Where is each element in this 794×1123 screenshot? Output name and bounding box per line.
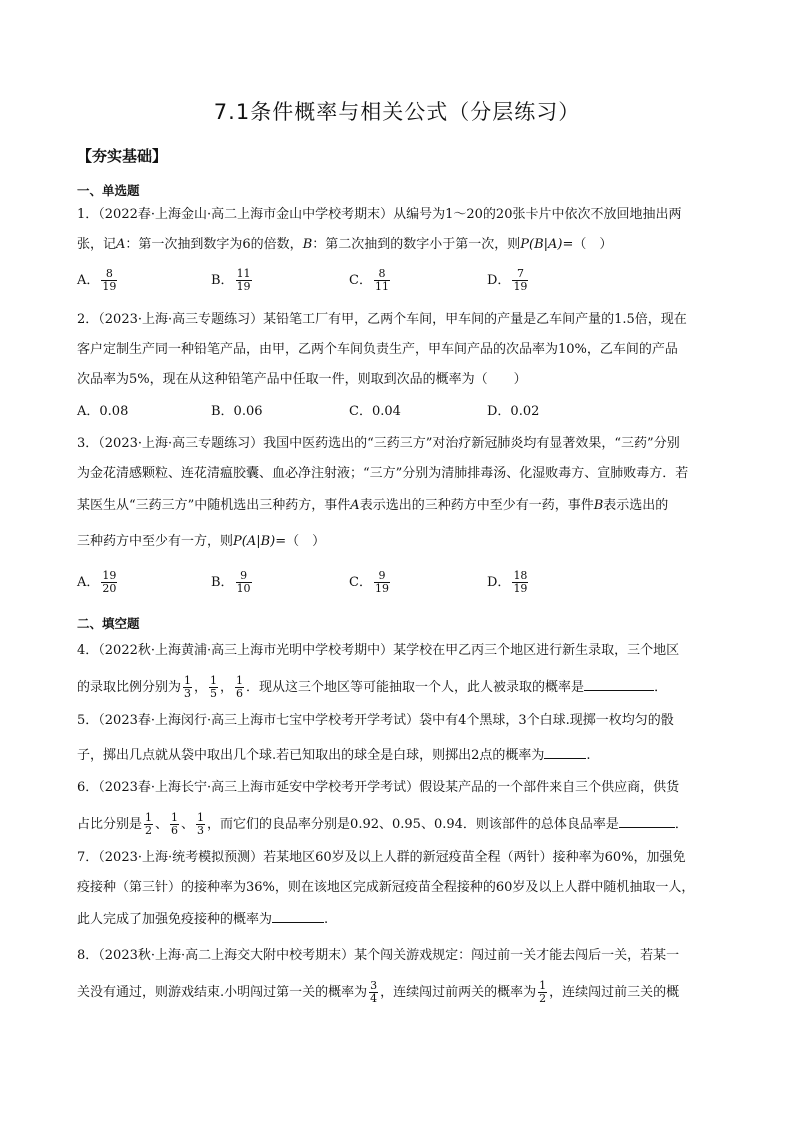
fraction: $\frac{1}{2}$ (145, 811, 153, 837)
fraction: $\frac{8}{19}$ (102, 267, 117, 293)
option-label: B． (211, 575, 234, 590)
q8-text-b: ，连续闯过前两关的概率为 (380, 985, 537, 1000)
answer-blank[interactable] (619, 813, 675, 828)
question-7-line-2: 疫接种（第三针）的接种率为36%，则在该地区完成新冠疫苗全程接种的60岁及以上人群中随机抽取一人， (77, 880, 695, 895)
q8-text-a: 关没有通过，则游戏结束.小明闯过第一关的概率为 (77, 985, 368, 1000)
question-6-line-1: 6．（2023春·上海长宁·高三上海市延安中学校考开学考试）假设某产品的一个部件来自三个供应商，供货 (77, 780, 680, 795)
q3-text-g: =（ ） (275, 534, 326, 549)
q4-end: ． (654, 680, 668, 695)
q3-event-a: A (350, 498, 360, 513)
q1-event-a: A (116, 237, 126, 252)
fraction: $\frac{19}{20}$ (102, 569, 117, 595)
q1-option-b[interactable] (211, 268, 254, 293)
question-3-line-4 (77, 532, 325, 552)
question-6-line-2 (77, 812, 688, 837)
part-heading-single-choice: 一、单选题 (77, 183, 140, 198)
q4-text-b: ．现从这三个地区等可能抽取一个人，此人被录取的概率是 (246, 680, 585, 695)
q6-text-b: ，而它们的良品率分别是0.92、0.95、0.94．则该部件的总体良品率是 (207, 817, 619, 832)
question-5-line-2 (77, 744, 591, 766)
q1-option-a[interactable] (77, 268, 119, 293)
q6-end: ． (674, 817, 688, 832)
fraction: $\frac{7}{19}$ (513, 267, 528, 293)
question-2-line-1: 2．（2023·上海·高三专题练习）某铅笔工厂有甲，乙两个车间，甲车间的产量是乙车间产量的1.5倍，现在 (77, 312, 687, 327)
fraction: $\frac{1}{3}$ (197, 811, 205, 837)
q1-option-c[interactable] (349, 268, 392, 293)
q2-option-a[interactable]: A．0.08 (77, 404, 129, 419)
q1-text-e: ：第二次抽到的数字小于第一次，则 (312, 237, 521, 252)
fraction: $\frac{9}{10}$ (236, 569, 251, 595)
question-3-line-2: 为金花清感颗粒、连花清瘟胶囊、血必净注射液；“三方”分别为清肺排毒汤、化湿败毒方、宣肺败毒方．若 (77, 466, 689, 481)
option-label: C． (349, 575, 372, 590)
fraction: $\frac{1}{6}$ (171, 811, 179, 837)
separator: 、 (181, 817, 195, 832)
option-label: A． (77, 273, 100, 288)
answer-blank[interactable] (544, 744, 586, 759)
q3-option-c[interactable] (349, 570, 392, 595)
question-2-line-2: 客户定制生产同一种铅笔产品，由甲，乙两个车间负责生产，甲车间产品的次品率为10%，乙车间的产品 (77, 342, 678, 357)
q2-option-b[interactable]: B．0.06 (211, 404, 263, 419)
question-5-line-1: 5．（2023春·上海闵行·高三上海市七宝中学校考开学考试）袋中有4个黑球，3个白球.现掷一枚均匀的骰 (77, 713, 674, 728)
option-label: C． (349, 273, 372, 288)
page-title: 7.1条件概率与相关公式（分层练习） (213, 100, 581, 124)
question-4-line-1: 4．（2022秋·上海黄浦·高三上海市光明中学校考期中）某学校在甲乙丙三个地区进行新生录取，三个地区 (77, 643, 680, 658)
q3-option-d[interactable] (487, 570, 530, 595)
q4-text-a: 的录取比例分别为 (77, 680, 182, 695)
question-2-line-3: 次品率为5%，现在从这种铅笔产品中任取一件，则取到次品的概率为（ ） (77, 372, 527, 387)
q1-probability-expr: P(B|A) (520, 237, 563, 252)
fraction: $\frac{9}{19}$ (374, 569, 389, 595)
q7-text-a: 此人完成了加强免疫接种的概率为 (77, 912, 273, 927)
q1-text-a: 张，记 (77, 237, 117, 252)
question-7-line-3 (77, 908, 328, 930)
question-1-line-1: 1．（2022春·上海金山·高二上海市金山中学校考期末）从编号为1～20的20张卡片中依次不放回地抽出两 (77, 207, 682, 222)
question-8-line-1: 8．（2023秋·上海·高二上海交大附中校考期末）某个闯关游戏规定：闯过前一关才能去闯后一关，若某一 (77, 948, 680, 963)
fraction: $\frac{8}{11}$ (374, 267, 389, 293)
q1-event-b: B (302, 237, 313, 252)
q3-text-c: 表示选出的三种药方中至少有一药，事件 (359, 498, 594, 513)
question-4-line-2 (77, 675, 667, 700)
option-label: A． (77, 575, 100, 590)
q1-text-c: ：第一次抽到数字为6的倍数， (125, 237, 303, 252)
separator: ， (194, 680, 208, 695)
question-1-line-2 (77, 235, 612, 255)
q7-end: . (324, 912, 329, 927)
question-7-line-1: 7．（2023·上海·统考模拟预测）若某地区60岁及以上人群的新冠疫苗全程（两针）接种率为60%，加强免 (77, 850, 686, 865)
fraction: $\frac{1}{6}$ (236, 674, 244, 700)
separator: 、 (155, 817, 169, 832)
separator: ， (220, 680, 234, 695)
option-label: D． (487, 273, 511, 288)
fraction: $\frac{1}{2}$ (539, 979, 547, 1005)
answer-blank[interactable] (584, 676, 654, 691)
q3-option-b[interactable] (211, 570, 254, 595)
q3-text-e: 表示选出的 (603, 498, 669, 513)
fraction: $\frac{1}{3}$ (184, 674, 192, 700)
fraction: $\frac{1}{5}$ (210, 674, 218, 700)
q3-text-a: 某医生从“三药三方”中随机选出三种药方，事件 (77, 498, 351, 513)
q2-option-d[interactable]: D．0.02 (487, 404, 540, 419)
q8-text-c: ，连续闯过前三关的概 (549, 985, 680, 1000)
q1-text-g: =（ ） (562, 237, 613, 252)
q6-text-a: 占比分别是 (77, 817, 143, 832)
part-heading-fill-in: 二、填空题 (77, 616, 140, 631)
section-heading: 【夯实基础】 (77, 147, 168, 165)
question-3-line-1: 3．（2023·上海·高三专题练习）我国中医药选出的“三药三方”对治疗新冠肺炎均有显著效果，“三药”分别 (77, 436, 680, 451)
q5-text-a: 子，掷出几点就从袋中取出几个球.若已知取出的球全是白球，则掷出2点的概率为 (77, 748, 545, 763)
question-3-line-3 (77, 496, 668, 516)
question-8-line-2 (77, 980, 679, 1005)
option-label: D． (487, 575, 511, 590)
fraction: $\frac{3}{4}$ (370, 979, 378, 1005)
fraction: $\frac{11}{19}$ (236, 267, 251, 293)
q2-option-c[interactable]: C．0.04 (349, 404, 401, 419)
fraction: $\frac{18}{19}$ (513, 569, 528, 595)
option-label: B． (211, 273, 234, 288)
q3-event-b: B (593, 498, 604, 513)
q1-option-d[interactable] (487, 268, 530, 293)
q3-text-f: 三种药方中至少有一方，则 (77, 534, 234, 549)
q3-probability-expr: P(A|B) (233, 534, 276, 549)
answer-blank[interactable] (272, 908, 324, 923)
q5-end: . (586, 748, 591, 763)
q3-option-a[interactable] (77, 570, 119, 595)
